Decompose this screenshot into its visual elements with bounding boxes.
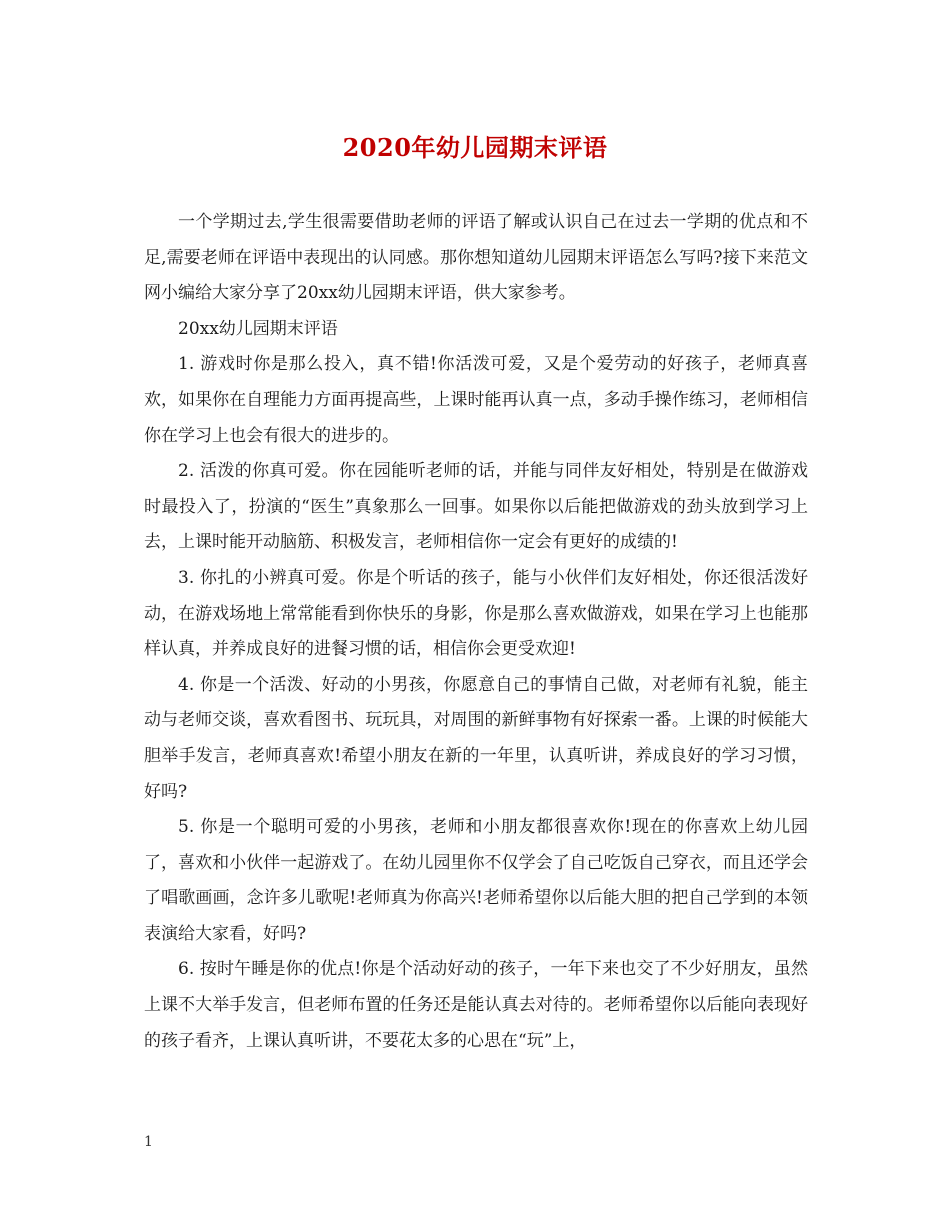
comment-paragraph-2: 2. 活泼的你真可爱。你在园能听老师的话，并能与同伴友好相处，特别是在做游戏时最投入了，扮演的“医生”真象那么一回事。如果你以后能把做游戏的劲头放到学习上去，上课时能开动脑筋、积极发言，老师相信你一定会有更好的成绩的! bbox=[144, 461, 808, 553]
comment-paragraph-4: 4. 你是一个活泼、好动的小男孩，你愿意自己的事情自己做，对老师有礼貌，能主动与老师交谈，喜欢看图书、玩玩具，对周围的新鲜事物有好探索一番。上课的时候能大胆举手发言，老师真喜欢!希望小朋友在新的一年里，认真听讲，养成良好的学习习惯，好吗? bbox=[144, 674, 808, 802]
comment-paragraph-6: 6. 按时午睡是你的优点!你是个活动好动的孩子，一年下来也交了不少好朋友，虽然上课不大举手发言，但老师布置的任务还是能认真去对待的。老师希望你以后能向表现好的孩子看齐，上课认真听讲，不要花太多的心思在“玩”上， bbox=[144, 959, 808, 1051]
intro-paragraph: 一个学期过去,学生很需要借助老师的评语了解或认识自己在过去一学期的优点和不足,需要老师在评语中表现出的认同感。那你想知道幼儿园期末评语怎么写吗?接下来范文网小编给大家分享了20xx幼儿园期末评语，供大家参考。 bbox=[144, 212, 808, 304]
comment-paragraph-5: 5. 你是一个聪明可爱的小男孩，老师和小朋友都很喜欢你!现在的你喜欢上幼儿园了，喜欢和小伙伴一起游戏了。在幼儿园里你不仅学会了自己吃饭自己穿衣，而且还学会了唱歌画画，念许多儿歌呢!老师真为你高兴!老师希望你以后能大胆的把自己学到的本领表演给大家看，好吗? bbox=[144, 817, 808, 944]
comment-paragraph-3: 3. 你扎的小辨真可爱。你是个听话的孩子，能与小伙伴们友好相处，你还很活泼好动，在游戏场地上常常能看到你快乐的身影，你是那么喜欢做游戏，如果在学习上也能那样认真，并养成良好的进餐习惯的话，相信你会更受欢迎! bbox=[144, 567, 808, 660]
document-body bbox=[144, 205, 808, 1059]
document-title: 2020年幼儿园期末评语 bbox=[342, 133, 608, 162]
comment-paragraph-1: 1. 游戏时你是那么投入，真不错!你活泼可爱，又是个爱劳动的好孩子，老师真喜欢，如果你在自理能力方面再提高些，上课时能再认真一点，多动手操作练习，老师相信你在学习上也会有很大的进步的。 bbox=[144, 354, 808, 446]
section-heading: 20xx幼儿园期末评语 bbox=[178, 318, 338, 339]
page-number: 1 bbox=[144, 1134, 153, 1150]
